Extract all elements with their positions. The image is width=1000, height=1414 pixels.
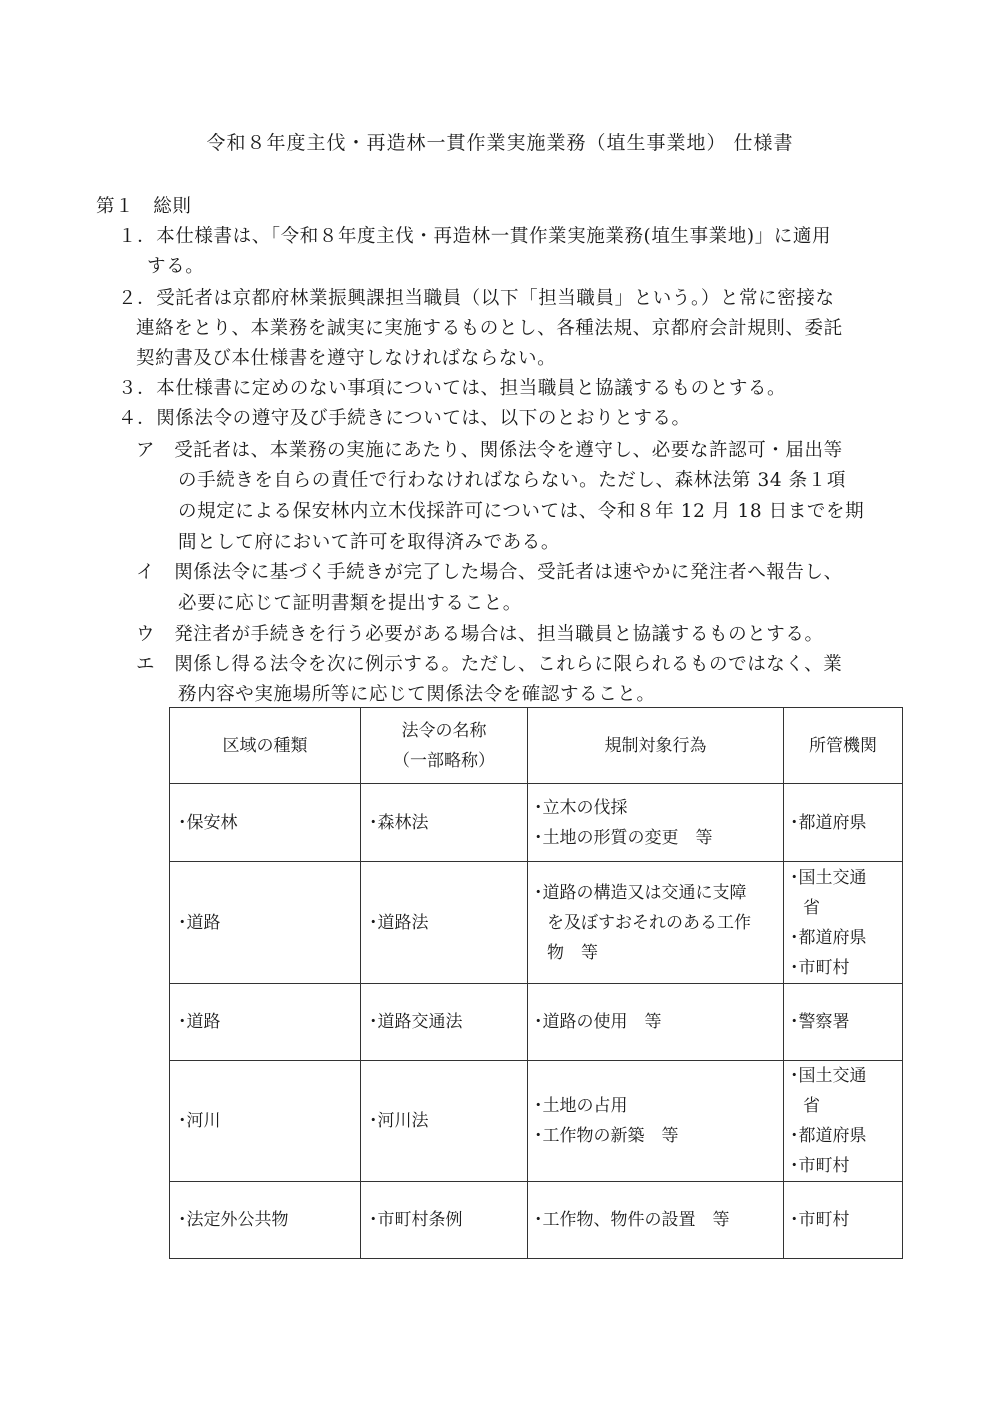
cell-law: ･道路交通法 — [361, 984, 528, 1061]
cell-authority — [784, 784, 903, 862]
paragraph-line: 連絡をとり、本業務を誠実に実施するものとし、各種法規、京都府会計規則、委託 — [136, 318, 843, 339]
header-law-name-line: 法令の名称 — [401, 720, 487, 741]
authority-line: ･国土交通 — [790, 1066, 867, 1086]
rule-line: ･工作物の新築 等 — [534, 1126, 679, 1146]
cell-rules — [528, 862, 784, 984]
rule-line: ･工作物、物件の設置 等 — [534, 1210, 730, 1230]
paragraph-line: 間として府において許可を取得済みである。 — [178, 532, 561, 553]
table-row — [170, 784, 903, 862]
paragraph-line: 務内容や実施場所等に応じて関係法令を確認すること。 — [178, 684, 656, 705]
authority-line: ･市町村 — [790, 957, 850, 978]
cell-authority — [784, 1182, 903, 1259]
cell-area: ･法定外公共物 — [170, 1182, 361, 1259]
authority-line: ･市町村 — [790, 1210, 850, 1230]
cell-law: ･道路法 — [361, 862, 528, 984]
authority-line: ･都道府県 — [790, 812, 867, 833]
authority-line: ･警察署 — [790, 1012, 850, 1032]
paragraph-line: イ 関係法令に基づく手続きが完了した場合、受託者は速やかに発注者へ報告し、 — [136, 562, 843, 583]
rule-line: を及ぼすおそれのある工作 — [547, 912, 751, 933]
cell-rules — [528, 1182, 784, 1259]
cell-law: ･市町村条例 — [361, 1182, 528, 1259]
paragraph-line: ３．本仕様書に定めのない事項については、担当職員と協議するものとする。 — [118, 378, 787, 399]
header-law-name — [361, 708, 528, 784]
paragraph-line: ア 受託者は、本業務の実施にあたり、関係法令を遵守し、必要な許認可・届出等 — [136, 440, 843, 461]
page-title: 令和８年度主伐・再造林一貫作業実施業務（埴生事業地） 仕様書 — [206, 132, 794, 154]
header-area-type: 区域の種類 — [170, 708, 361, 784]
rule-line: ･道路の使用 等 — [534, 1012, 662, 1032]
cell-area: ･道路 — [170, 984, 361, 1061]
authority-line: 省 — [803, 897, 820, 918]
cell-rules — [528, 984, 784, 1061]
cell-area: ･河川 — [170, 1061, 361, 1182]
table-row — [170, 1182, 903, 1259]
rule-line: ･土地の形質の変更 等 — [534, 827, 713, 848]
cell-rules — [528, 1061, 784, 1182]
cell-area: ･道路 — [170, 862, 361, 984]
cell-authority — [784, 984, 903, 1061]
rule-line: ･立木の伐採 — [534, 797, 628, 818]
authority-line: ･都道府県 — [790, 1126, 867, 1146]
paragraph-line: 必要に応じて証明書類を提出すること。 — [178, 593, 522, 614]
cell-rules — [528, 784, 784, 862]
rule-line: ･土地の占用 — [534, 1096, 628, 1116]
paragraph-line: ４．関係法令の遵守及び手続きについては、以下のとおりとする。 — [118, 408, 691, 429]
table-row — [170, 984, 903, 1061]
section-heading: 第１ 総則 — [96, 196, 192, 217]
cell-law: ･森林法 — [361, 784, 528, 862]
cell-area: ･保安林 — [170, 784, 361, 862]
paragraph-line: ウ 発注者が手続きを行う必要がある場合は、担当職員と協議するものとする。 — [136, 624, 824, 645]
header-authority: 所管機関 — [784, 708, 903, 784]
cell-authority — [784, 862, 903, 984]
authority-line: ･都道府県 — [790, 927, 867, 948]
table-row — [170, 1061, 903, 1182]
cell-law: ･河川法 — [361, 1061, 528, 1182]
authority-line: 省 — [803, 1096, 820, 1116]
rule-line: 物 等 — [547, 942, 598, 963]
cell-authority — [784, 1061, 903, 1182]
header-law-name-sub: （一部略称） — [393, 750, 495, 771]
paragraph-line: の手続きを自らの責任で行わなければならない。ただし、森林法第 34 条１項 — [178, 470, 847, 491]
authority-line: ･市町村 — [790, 1156, 850, 1176]
header-regulated-acts: 規制対象行為 — [528, 708, 784, 784]
table-row — [170, 862, 903, 984]
law-table — [169, 707, 903, 1259]
paragraph-line: する。 — [147, 256, 205, 277]
rule-line: ･道路の構造又は交通に支障 — [534, 882, 747, 903]
paragraph-line: ２．受託者は京都府林業振興課担当職員（以下「担当職員」という。）と常に密接な — [118, 288, 835, 309]
paragraph-line: １．本仕様書は、「令和８年度主伐・再造林一貫作業実施業務(埴生事業地)」に適用 — [118, 226, 832, 247]
paragraph-line: の規定による保安林内立木伐採許可については、令和８年 12 月 18 日までを期 — [178, 501, 865, 522]
paragraph-line: エ 関係し得る法令を次に例示する。ただし、これらに限られるものではなく、業 — [136, 654, 843, 675]
table-header-row — [170, 708, 903, 784]
paragraph-line: 契約書及び本仕様書を遵守しなければならない。 — [136, 348, 557, 369]
authority-line: ･国土交通 — [790, 867, 867, 888]
